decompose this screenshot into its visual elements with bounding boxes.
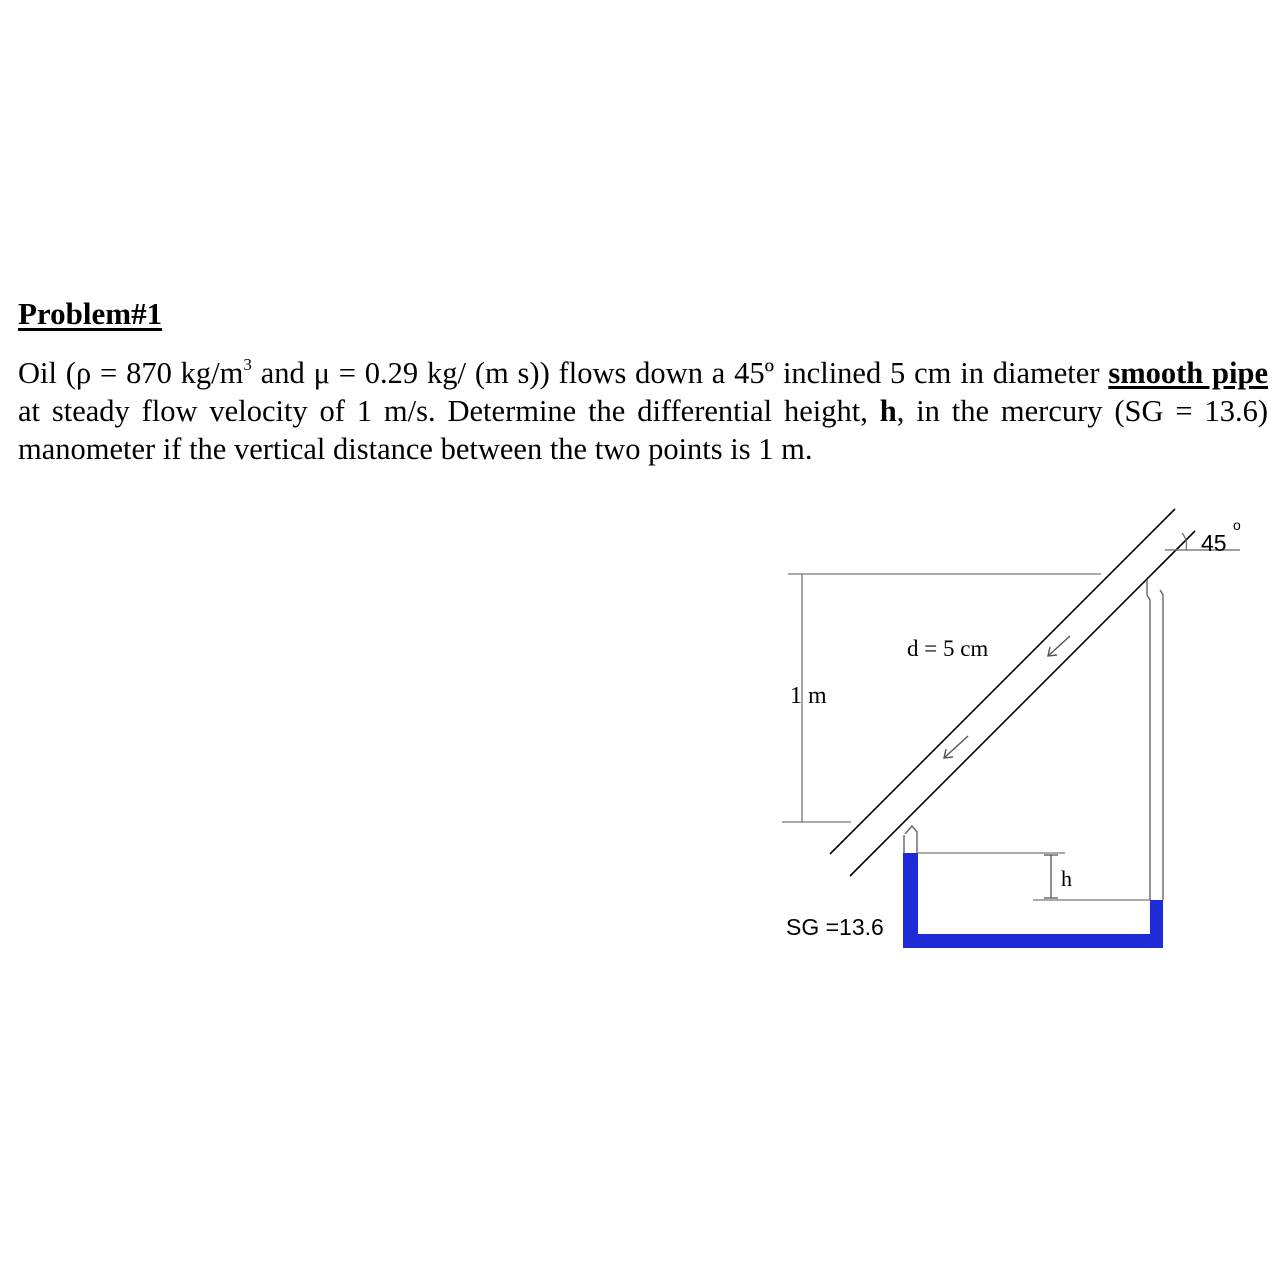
mercury-left-leg [903, 853, 918, 948]
angle-label: 45 [1201, 530, 1227, 556]
problem-heading: Problem#1 [18, 296, 163, 331]
statement-part-4: at steady flow velocity of 1 m/s. Determine the differential height, [18, 394, 880, 428]
flow-arrow-lower [944, 736, 968, 758]
smooth-pipe-emphasis: smooth pipe [1108, 356, 1268, 390]
pipe-upper-wall [830, 509, 1175, 854]
vertical-distance-label: 1 m [790, 683, 827, 709]
statement-part-1: Oil (ρ = 870 kg/m [18, 356, 244, 390]
manometer-tube [904, 580, 1163, 900]
mercury-bottom [903, 934, 1163, 948]
superscript-cubed: 3 [243, 355, 252, 374]
statement-part-2: and μ = 0.29 kg/ (m s)) flows down a 45º inclined 5 cm in diameter [251, 356, 1109, 390]
h-emphasis: h [879, 394, 897, 428]
pipe-lower-wall [850, 531, 1195, 876]
flow-arrow-upper [1048, 636, 1070, 656]
height-label: h [1061, 866, 1072, 891]
h-dimension [1044, 855, 1058, 898]
angle-degree-mark: o [1233, 517, 1241, 533]
diameter-label: d = 5 cm [907, 636, 989, 661]
statement-part-6: , in the mercury (SG = 13.6) manometer if the vertical distance between the two points is 1 m. [18, 394, 1268, 466]
specific-gravity-label: SG =13.6 [786, 914, 884, 940]
mercury-right-leg [1150, 900, 1163, 948]
